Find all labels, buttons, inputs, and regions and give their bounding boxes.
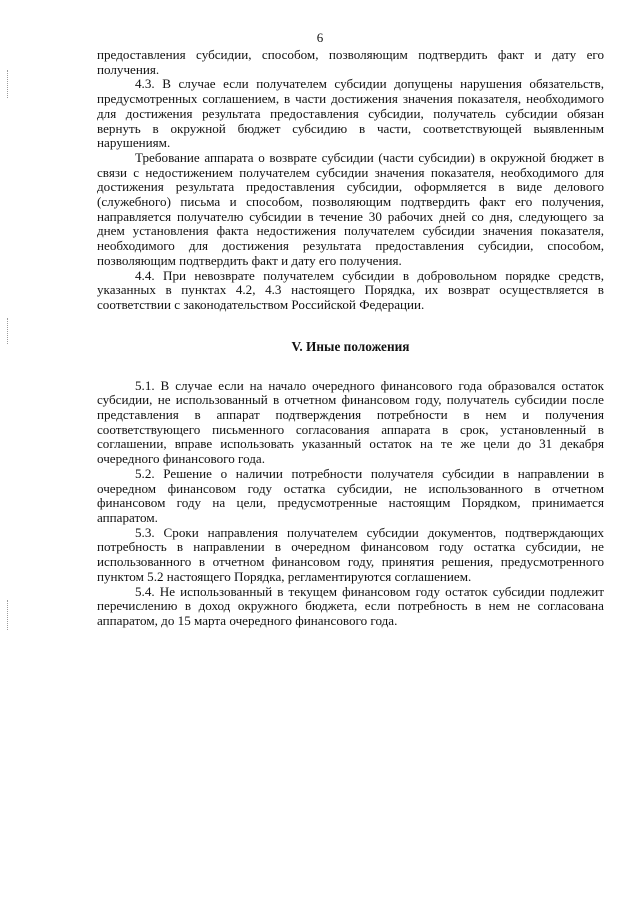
scan-margin-mark xyxy=(7,318,8,344)
paragraph-5-2: 5.2. Решение о наличии потребности получателя субсидии в направлении в очередном финансовом году остатка субсидии, не использованного в отчетном финансовом году на цели, предусмотренные настоящим Порядком, принимается аппаратом. xyxy=(97,465,604,525)
paragraph-4-4: 4.4. При невозврате получателем субсидии в добровольном порядке средств, указанных в пунктах 4.2, 4.3 настоящего Порядка, их возврат осуществляется в соответствии с законодательством Российской Федерации. xyxy=(97,267,604,312)
paragraph-return-requirement: Требование аппарата о возврате субсидии (части субсидии) в окружной бюджет в связи с недостижением получателем субсидии значения показателя, необходимого для достижения результата предоставления субсидии, оформляется в виде делового (служебного) письма и способом, позволяющим подтвердить факт его получения, направляется получателю субсидии в течение 30 рабочих дней со дня, следующего за днем установления факта недостижения получателем субсидии значения показателя, необходимого для достижения результата предоставления субсидии, способом, позволяющим подтвердить факт и дату его получения. xyxy=(97,149,604,268)
paragraph-5-1: 5.1. В случае если на начало очередного финансового года образовался остаток субсидии, не использованный в отчетном финансовом году, получатель субсидии после представления в аппарат подтверждения потребности в нем и получения соответствующего письменного согласования аппарата в срок, установленный в соглашении, вправе использовать указанный остаток на те же цели до 31 декабря очередного финансового года. xyxy=(97,377,604,467)
paragraph-5-4: 5.4. Не использованный в текущем финансовом году остаток субсидии подлежит перечислению в доход окружного бюджета, если потребность в нем не согласована аппаратом, до 15 марта очередного финансового года. xyxy=(97,583,604,628)
scan-margin-mark xyxy=(7,600,8,630)
scan-margin-mark xyxy=(7,70,8,98)
paragraph-4-3: 4.3. В случае если получателем субсидии допущены нарушения обязательств, предусмотренных соглашением, в части достижения значения показателя, необходимого для достижения результата предоставления субсидии, получатель субсидии обязан вернуть в окружной бюджет субсидию в части, соответствующей выявленным нарушениям. xyxy=(97,76,604,151)
document-body xyxy=(97,48,604,629)
section-heading: V. Иные положения xyxy=(291,338,410,354)
paragraph-5-3: 5.3. Сроки направления получателем субсидии документов, подтверждающих потребность в направлении в очередном финансовом году остатка субсидии, не использованного в отчетном финансовом году, принятия решения, предусмотренного пунктом 5.2 настоящего Порядка, регламентируются соглашением. xyxy=(97,524,604,584)
paragraph-continuation: предоставления субсидии, способом, позволяющим подтвердить факт и дату его получения. xyxy=(97,47,604,77)
page-number: 6 xyxy=(316,30,324,45)
